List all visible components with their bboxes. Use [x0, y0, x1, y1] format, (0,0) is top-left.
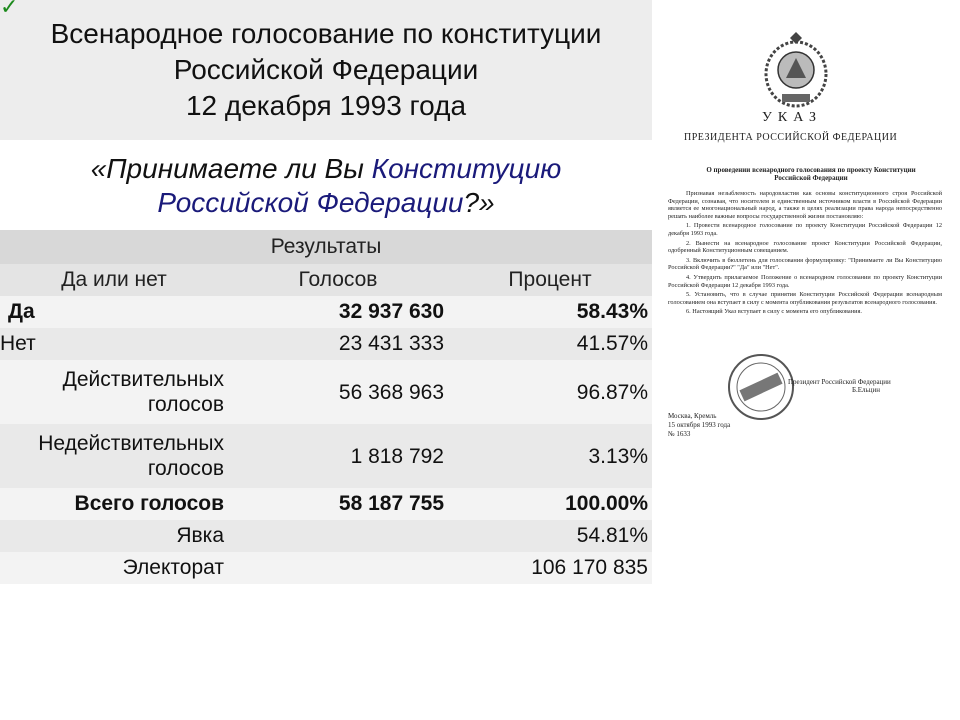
row-label: Недействительных голосов: [0, 424, 228, 488]
decree-body: [668, 190, 942, 318]
row-votes: 56 368 963: [228, 360, 448, 424]
question-part-2: ?»: [463, 187, 495, 218]
row-votes: 58 187 755: [228, 488, 448, 520]
title-line-3: 12 декабря 1993 года: [185, 90, 467, 121]
row-percent: 54.81%: [448, 520, 652, 552]
decree-document: [656, 0, 960, 460]
decree-place: Москва, Кремль: [668, 412, 717, 420]
table-row: [0, 520, 652, 552]
decree-heading: УКАЗ: [761, 110, 823, 125]
row-votes: [228, 520, 448, 552]
decree-paragraph: 6. Настоящий Указ вступает в силу с момента его опубликования.: [686, 308, 862, 316]
decree-signature-title: Президент Российской Федерации: [788, 378, 891, 386]
title-line-1: Всенародное голосование по конституции: [50, 18, 602, 49]
checkmark-icon: ✓: [0, 0, 19, 19]
decree-place-date: [668, 412, 730, 439]
column-header-percent: Процент: [448, 264, 652, 296]
table-row: [0, 296, 652, 328]
column-header-answer: Да или нет: [0, 264, 228, 296]
decree-signature-name: Б.Ельцин: [852, 386, 880, 394]
decree-paragraph: Признавая незыблемость народовластия как основы конституционного строя Российской Федерации, сознавая, что носителем и единственным источником власти в Российской Федерации является ее многонациональный народ, а также в целях реализации права народа непосредственно решать наиболее важные вопросы государственной жизни постановляю:: [668, 190, 942, 220]
decree-title: О проведении всенародного голосования по проекту Конституции Российской Федерации: [706, 166, 916, 182]
row-label: Действительных голосов: [0, 360, 228, 424]
row-percent: 58.43%: [448, 296, 652, 328]
row-percent: 3.13%: [448, 424, 652, 488]
table-caption-row: [0, 230, 652, 264]
table-row: [0, 360, 652, 424]
decree-number: № 1633: [668, 430, 691, 438]
row-label: Электорат: [0, 552, 228, 584]
title-line-2: Российской Федерации: [173, 54, 479, 85]
column-header-votes: Голосов: [228, 264, 448, 296]
decree-paragraph: 3. Включить в бюллетень для голосования формулировку: "Принимаете ли Вы Конституцию Российской Федерации?" "Да" или "Нет".: [668, 256, 942, 272]
row-votes: [228, 552, 448, 584]
ballot-question: [0, 140, 652, 230]
results-table: [0, 230, 652, 584]
row-label: Всего голосов: [0, 488, 228, 520]
table-caption: Результаты: [0, 230, 652, 264]
row-percent: 106 170 835: [448, 552, 652, 584]
decree-paragraph: 4. Утвердить прилагаемое Положение о всенародном голосовании по проекту Конституции Российской Федерации 12 декабря 1993 года.: [668, 273, 942, 289]
row-label: Нет: [0, 328, 228, 360]
stamp-seal-icon: [726, 352, 796, 422]
decree-issuer: ПРЕЗИДЕНТА РОССИЙСКОЙ ФЕДЕРАЦИИ: [684, 132, 898, 143]
question-part-1: «Принимаете ли Вы: [90, 153, 372, 184]
row-votes: 32 937 630: [228, 296, 448, 328]
row-percent: 41.57%: [448, 328, 652, 360]
decree-date: 15 октября 1993 года: [668, 421, 731, 429]
row-percent: 100.00%: [448, 488, 652, 520]
column-header-row: [0, 264, 652, 296]
decree-paragraph: 1. Провести всенародное голосование по проекту Конституции Российской Федерации 12 декабря 1993 года.: [668, 222, 942, 237]
row-percent: 96.87%: [448, 360, 652, 424]
page-title: [0, 0, 652, 140]
decree-paragraph: 5. Установить, что в случае принятия Конституции Российской Федерации всенародным голосованием она вступает в силу с момента опубликования результатов всенародного голосования.: [668, 291, 942, 306]
coat-of-arms-icon: [760, 30, 832, 110]
row-label: Да: [0, 296, 228, 328]
row-votes: 23 431 333: [228, 328, 448, 360]
table-row: [0, 424, 652, 488]
row-votes: 1 818 792: [228, 424, 448, 488]
table-row: [0, 552, 652, 584]
table-row: [0, 488, 652, 520]
question-highlight-1: Конституцию: [371, 153, 562, 184]
table-row: [0, 328, 652, 360]
question-highlight-2: Российской Федерации: [157, 187, 464, 218]
row-label: Явка: [0, 520, 228, 552]
decree-paragraph: 2. Вынести на всенародное голосование проект Конституции Российской Федерации, одобренный Конституционным совещанием.: [668, 239, 942, 255]
